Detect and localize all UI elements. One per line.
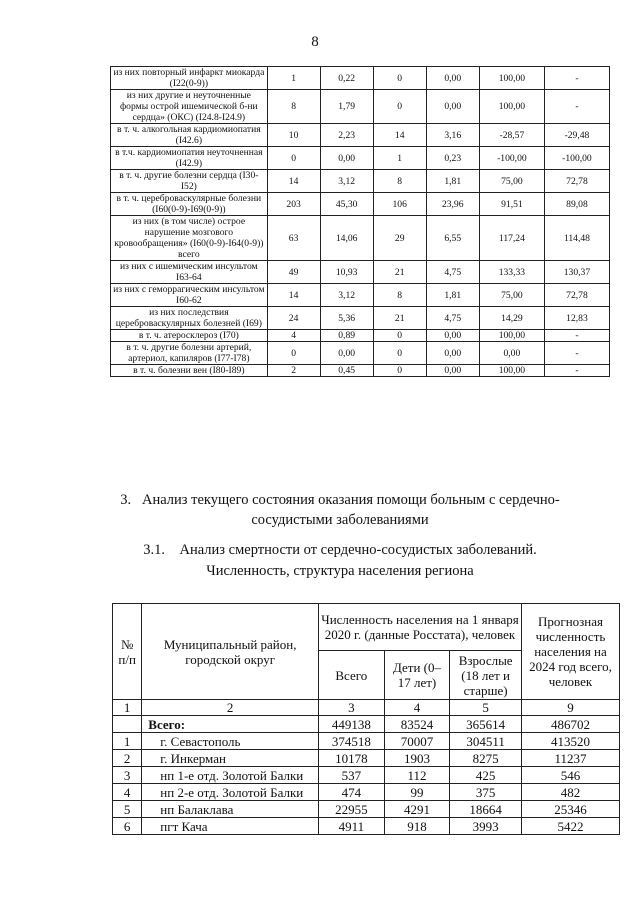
row-value: 114,48 (544, 216, 609, 261)
table-row (113, 767, 620, 784)
row-value: 918 (384, 818, 450, 835)
section-3-line1 (60, 490, 620, 510)
row-value: 0,23 (426, 147, 479, 170)
row-district: г. Севастополь (142, 733, 319, 750)
row-value: 3993 (450, 818, 522, 835)
row-value: -29,48 (544, 124, 609, 147)
row-value: 25346 (522, 801, 620, 818)
row-value: 0,89 (320, 330, 373, 342)
page-number: 8 (311, 34, 319, 50)
row-value: 304511 (450, 733, 522, 750)
total-value: 83524 (384, 716, 450, 733)
row-value: 4,75 (426, 261, 479, 284)
row-value: 4911 (319, 818, 385, 835)
section-3-1-number: 3.1. (143, 542, 165, 558)
row-district: нп Балаклава (142, 801, 319, 818)
row-value: 8 (267, 90, 320, 124)
row-value: 75,00 (479, 284, 544, 307)
row-value: 12,83 (544, 307, 609, 330)
row-value: 0 (373, 342, 426, 365)
total-label: Всего: (142, 716, 319, 733)
table-row (113, 733, 620, 750)
row-district: г. Инкерман (142, 750, 319, 767)
header-district: Муниципальный район, городской округ (142, 604, 319, 700)
row-value: 89,08 (544, 193, 609, 216)
row-number: 1 (113, 733, 142, 750)
row-value: 21 (373, 261, 426, 284)
row-value: 0,00 (426, 90, 479, 124)
row-value: 0 (373, 365, 426, 377)
column-number: 9 (522, 700, 620, 716)
row-value: 24 (267, 307, 320, 330)
row-value: 375 (450, 784, 522, 801)
row-value: 0 (267, 342, 320, 365)
row-value: 374518 (319, 733, 385, 750)
row-number: 3 (113, 767, 142, 784)
section-3-title-line1: Анализ текущего состояния оказания помощи больным с сердечно- (142, 492, 560, 508)
table-row (111, 124, 610, 147)
row-value: - (544, 67, 609, 90)
row-value: 0,00 (426, 330, 479, 342)
row-value: 4,75 (426, 307, 479, 330)
row-value: 1903 (384, 750, 450, 767)
row-value: 23,96 (426, 193, 479, 216)
row-value: 14 (373, 124, 426, 147)
row-value: 0,00 (426, 67, 479, 90)
mortality-table (110, 66, 610, 377)
table-row (113, 801, 620, 818)
table-row (111, 170, 610, 193)
row-value: -100,00 (544, 147, 609, 170)
row-value: 29 (373, 216, 426, 261)
row-label: из них (в том числе) острое нарушение мозгового кровообращения» (I60(0-9)-I64(0-9)) всего (111, 216, 268, 261)
header-population-group: Численность населения на 1 января 2020 г. (данные Росстата), человек (319, 604, 522, 651)
column-numbers-row (113, 700, 620, 716)
row-value: 14 (267, 170, 320, 193)
row-value: 112 (384, 767, 450, 784)
total-row-num (113, 716, 142, 733)
row-value: 18664 (450, 801, 522, 818)
row-value: 1 (267, 67, 320, 90)
row-label: в т. ч. болезни вен (I80-I89) (111, 365, 268, 377)
row-label: в т. ч. другие болезни артерий, артериол, капиляров (I77-I78) (111, 342, 268, 365)
row-value: 8 (373, 170, 426, 193)
table-row (111, 147, 610, 170)
row-value: 203 (267, 193, 320, 216)
row-value: 413520 (522, 733, 620, 750)
row-value: 0,00 (426, 365, 479, 377)
row-value: - (544, 330, 609, 342)
row-district: нп 2-е отд. Золотой Балки (142, 784, 319, 801)
population-table-head (113, 604, 620, 700)
row-value: 75,00 (479, 170, 544, 193)
row-value: 14,06 (320, 216, 373, 261)
row-label: из них последствия цереброваскулярных болезней (I69) (111, 307, 268, 330)
table-row (111, 67, 610, 90)
row-value: 5422 (522, 818, 620, 835)
section-3-1-title-line2: Численность, структура населения региона (206, 563, 474, 579)
row-value: - (544, 365, 609, 377)
table-row (111, 90, 610, 124)
table-row (111, 216, 610, 261)
row-district: нп 1-е отд. Золотой Балки (142, 767, 319, 784)
table-row (111, 261, 610, 284)
row-value: 130,37 (544, 261, 609, 284)
row-number: 4 (113, 784, 142, 801)
row-label: в т. ч. другие болезни сердца (I30-I52) (111, 170, 268, 193)
row-value: 0,00 (320, 147, 373, 170)
mortality-table-body (111, 67, 610, 377)
table-row (111, 330, 610, 342)
row-value: 0,00 (426, 342, 479, 365)
row-value: - (544, 90, 609, 124)
row-value: 5,36 (320, 307, 373, 330)
column-number: 5 (450, 700, 522, 716)
row-value: 117,24 (479, 216, 544, 261)
table-row (111, 342, 610, 365)
population-table (112, 603, 620, 835)
column-number: 4 (384, 700, 450, 716)
table-row (113, 818, 620, 835)
row-value: 482 (522, 784, 620, 801)
row-value: 1,79 (320, 90, 373, 124)
row-value: -28,57 (479, 124, 544, 147)
total-row (113, 716, 620, 733)
header-row-1 (113, 604, 620, 651)
population-table-body (113, 700, 620, 835)
row-district: пгт Кача (142, 818, 319, 835)
section-3-1-heading (60, 540, 620, 582)
row-value: 425 (450, 767, 522, 784)
header-children: Дети (0–17 лет) (384, 651, 450, 700)
row-value: 1,81 (426, 170, 479, 193)
row-value: 10178 (319, 750, 385, 767)
row-label: из них другие и неуточненные формы острой ишемической б-ни сердца» (ОКС) (I24.8-I24.9) (111, 90, 268, 124)
row-value: 0,22 (320, 67, 373, 90)
row-label: из них с ишемическим инсультом I63-64 (111, 261, 268, 284)
row-value: 1,81 (426, 284, 479, 307)
section-3-number: 3. (120, 492, 132, 508)
row-value: 100,00 (479, 365, 544, 377)
header-forecast: Прогнозная численность населения на 2024 год всего, человек (522, 604, 620, 700)
row-label: в т. ч. атеросклероз (I70) (111, 330, 268, 342)
row-value: 70007 (384, 733, 450, 750)
row-value: 72,78 (544, 170, 609, 193)
section-3-1-line1 (60, 540, 620, 561)
total-value: 449138 (319, 716, 385, 733)
row-value: 91,51 (479, 193, 544, 216)
row-value: -100,00 (479, 147, 544, 170)
row-value: 22955 (319, 801, 385, 818)
column-number: 2 (142, 700, 319, 716)
row-value: 106 (373, 193, 426, 216)
table-row (113, 784, 620, 801)
row-value: 10 (267, 124, 320, 147)
row-value: 100,00 (479, 90, 544, 124)
row-value: 10,93 (320, 261, 373, 284)
row-value: 546 (522, 767, 620, 784)
row-value: 0 (373, 330, 426, 342)
row-label: из них повторный инфаркт миокарда (I22(0-9)) (111, 67, 268, 90)
row-value: 3,16 (426, 124, 479, 147)
row-value: 63 (267, 216, 320, 261)
row-value: 72,78 (544, 284, 609, 307)
column-number: 3 (319, 700, 385, 716)
row-value: 3,12 (320, 284, 373, 307)
row-value: 4 (267, 330, 320, 342)
row-value: 2,23 (320, 124, 373, 147)
section-3-title-line2: сосудистыми заболеваниями (251, 512, 429, 528)
row-label: в т. ч. алкогольная кардиомиопатия (I42.6) (111, 124, 268, 147)
row-value: 474 (319, 784, 385, 801)
table-row (111, 307, 610, 330)
section-3-1-title-line1: Анализ смертности от сердечно-сосудистых заболеваний. (179, 542, 537, 558)
row-value: 4291 (384, 801, 450, 818)
row-value: 133,33 (479, 261, 544, 284)
section-3-heading (60, 490, 620, 530)
table-row (111, 365, 610, 377)
total-value: 365614 (450, 716, 522, 733)
table-row (113, 750, 620, 767)
row-value: 0 (373, 67, 426, 90)
row-value: 0 (267, 147, 320, 170)
row-value: 11237 (522, 750, 620, 767)
row-value: 0,45 (320, 365, 373, 377)
row-label: из них с геморрагическим инсультом I60-62 (111, 284, 268, 307)
row-value: 21 (373, 307, 426, 330)
row-value: 14,29 (479, 307, 544, 330)
row-value: 8275 (450, 750, 522, 767)
header-num: № п/п (113, 604, 142, 700)
header-adults: Взрослые (18 лет и старше) (450, 651, 522, 700)
row-value: 0,00 (479, 342, 544, 365)
row-value: 100,00 (479, 67, 544, 90)
row-value: 6,55 (426, 216, 479, 261)
table-row (111, 284, 610, 307)
row-label: в т. ч. цереброваскулярные болезни (I60(0-9)-I69(0-9)) (111, 193, 268, 216)
row-value: 3,12 (320, 170, 373, 193)
total-value: 486702 (522, 716, 620, 733)
row-label: в т.ч. кардиомиопатия неуточненная (I42.9) (111, 147, 268, 170)
row-value: 14 (267, 284, 320, 307)
row-value: 1 (373, 147, 426, 170)
row-value: - (544, 342, 609, 365)
row-value: 537 (319, 767, 385, 784)
column-number: 1 (113, 700, 142, 716)
row-value: 0 (373, 90, 426, 124)
row-value: 49 (267, 261, 320, 284)
row-value: 0,00 (320, 342, 373, 365)
row-number: 6 (113, 818, 142, 835)
table-row (111, 193, 610, 216)
row-value: 100,00 (479, 330, 544, 342)
row-value: 8 (373, 284, 426, 307)
row-number: 2 (113, 750, 142, 767)
header-total: Всего (319, 651, 385, 700)
row-value: 99 (384, 784, 450, 801)
row-number: 5 (113, 801, 142, 818)
row-value: 2 (267, 365, 320, 377)
row-value: 45,30 (320, 193, 373, 216)
